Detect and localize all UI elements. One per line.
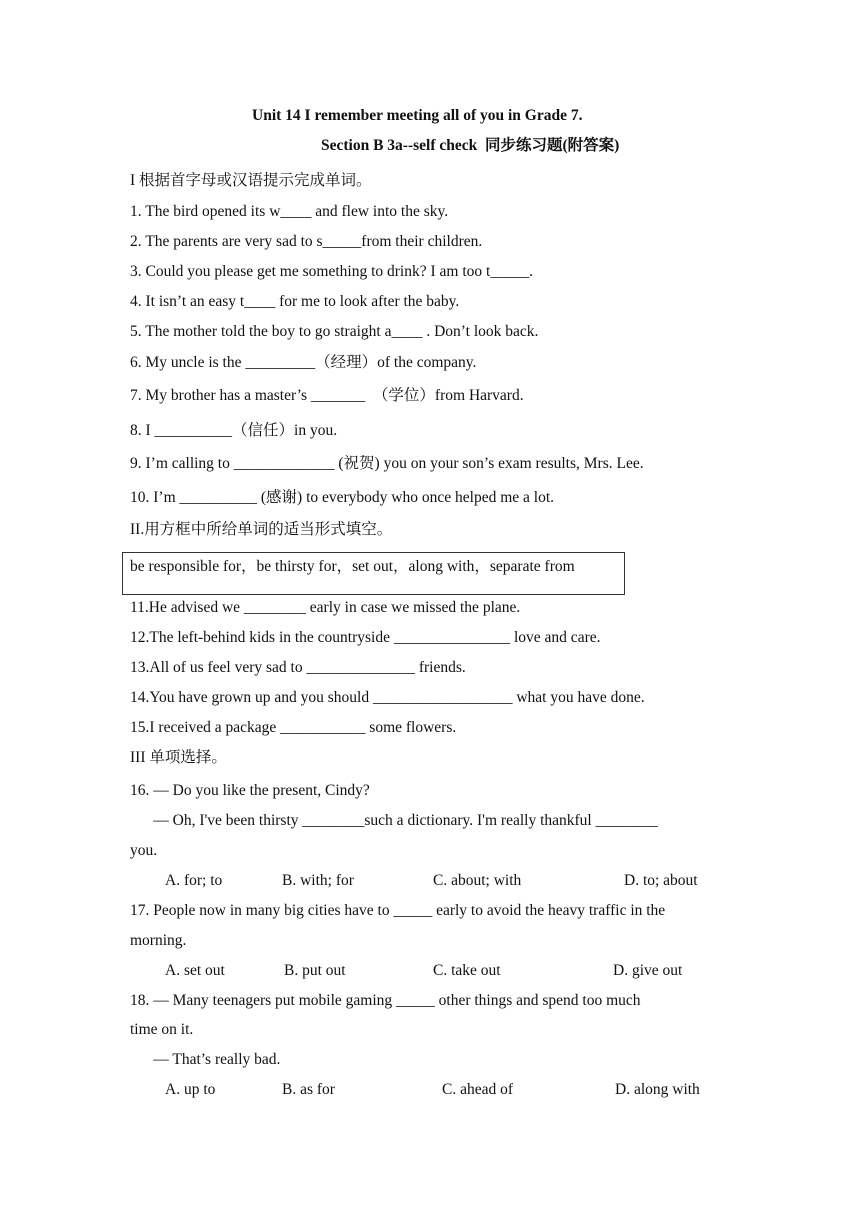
- question-7: 7. My brother has a master’s _______ （学位）from Harvard.: [130, 387, 524, 404]
- question-5: 5. The mother told the boy to go straight a____ . Don’t look back.: [130, 323, 539, 340]
- question-16-line-2: — Oh, I've been thirsty ________such a dictionary. I'm really thankful ________: [130, 812, 658, 829]
- question-15: 15.I received a package ___________ some flowers.: [130, 719, 457, 736]
- question-14: 14.You have grown up and you should __________________ what you have done.: [130, 689, 645, 706]
- q16-option-c: C. about; with: [433, 872, 522, 889]
- question-13: 13.All of us feel very sad to ______________ friends.: [130, 659, 466, 676]
- q18-option-c: C. ahead of: [442, 1081, 514, 1098]
- question-16-line-3: you.: [130, 842, 158, 859]
- worksheet-subtitle: Section B 3a--self check 同步练习题(附答案): [321, 137, 620, 154]
- word-box: [122, 552, 625, 595]
- section-2-heading: II.用方框中所给单词的适当形式填空。: [130, 521, 393, 538]
- question-18-line-2: time on it.: [130, 1021, 194, 1038]
- question-11: 11.He advised we ________ early in case we missed the plane.: [130, 599, 521, 616]
- q18-option-d: D. along with: [615, 1081, 700, 1098]
- q18-option-b: B. as for: [282, 1081, 335, 1098]
- question-3: 3. Could you please get me something to drink? I am too t_____.: [130, 263, 533, 280]
- question-17-line-2: morning.: [130, 932, 187, 949]
- question-2: 2. The parents are very sad to s_____from their children.: [130, 233, 483, 250]
- question-8: 8. I __________（信任）in you.: [130, 422, 338, 439]
- question-17-line-1: 17. People now in many big cities have to _____ early to avoid the heavy traffic in the: [130, 902, 666, 919]
- question-9: 9. I’m calling to _____________ (祝贺) you on your son’s exam results, Mrs. Lee.: [130, 455, 644, 472]
- q17-option-c: C. take out: [433, 962, 501, 979]
- q16-option-d: D. to; about: [624, 872, 698, 889]
- question-18-line-3: — That’s really bad.: [130, 1051, 281, 1068]
- q16-option-b: B. with; for: [282, 872, 354, 889]
- section-1-heading: I 根据首字母或汉语提示完成单词。: [130, 172, 372, 189]
- q17-option-a: A. set out: [165, 962, 225, 979]
- question-16-line-1: 16. — Do you like the present, Cindy?: [130, 782, 370, 799]
- question-6: 6. My uncle is the _________（经理）of the company.: [130, 354, 477, 371]
- q17-option-b: B. put out: [284, 962, 346, 979]
- question-12: 12.The left-behind kids in the countryside _______________ love and care.: [130, 629, 601, 646]
- word-box-text: be responsible for，be thirsty for，set out，along with，separate from: [130, 558, 575, 575]
- q18-option-a: A. up to: [165, 1081, 216, 1098]
- question-18-line-1: 18. — Many teenagers put mobile gaming _____ other things and spend too much: [130, 992, 641, 1009]
- section-3-heading: III 单项选择。: [130, 749, 227, 766]
- q17-option-d: D. give out: [613, 962, 683, 979]
- q16-option-a: A. for; to: [165, 872, 223, 889]
- question-4: 4. It isn’t an easy t____ for me to look after the baby.: [130, 293, 460, 310]
- worksheet-title: Unit 14 I remember meeting all of you in Grade 7.: [252, 107, 583, 124]
- question-10: 10. I’m __________ (感谢) to everybody who once helped me a lot.: [130, 489, 555, 506]
- question-1: 1. The bird opened its w____ and flew into the sky.: [130, 203, 449, 220]
